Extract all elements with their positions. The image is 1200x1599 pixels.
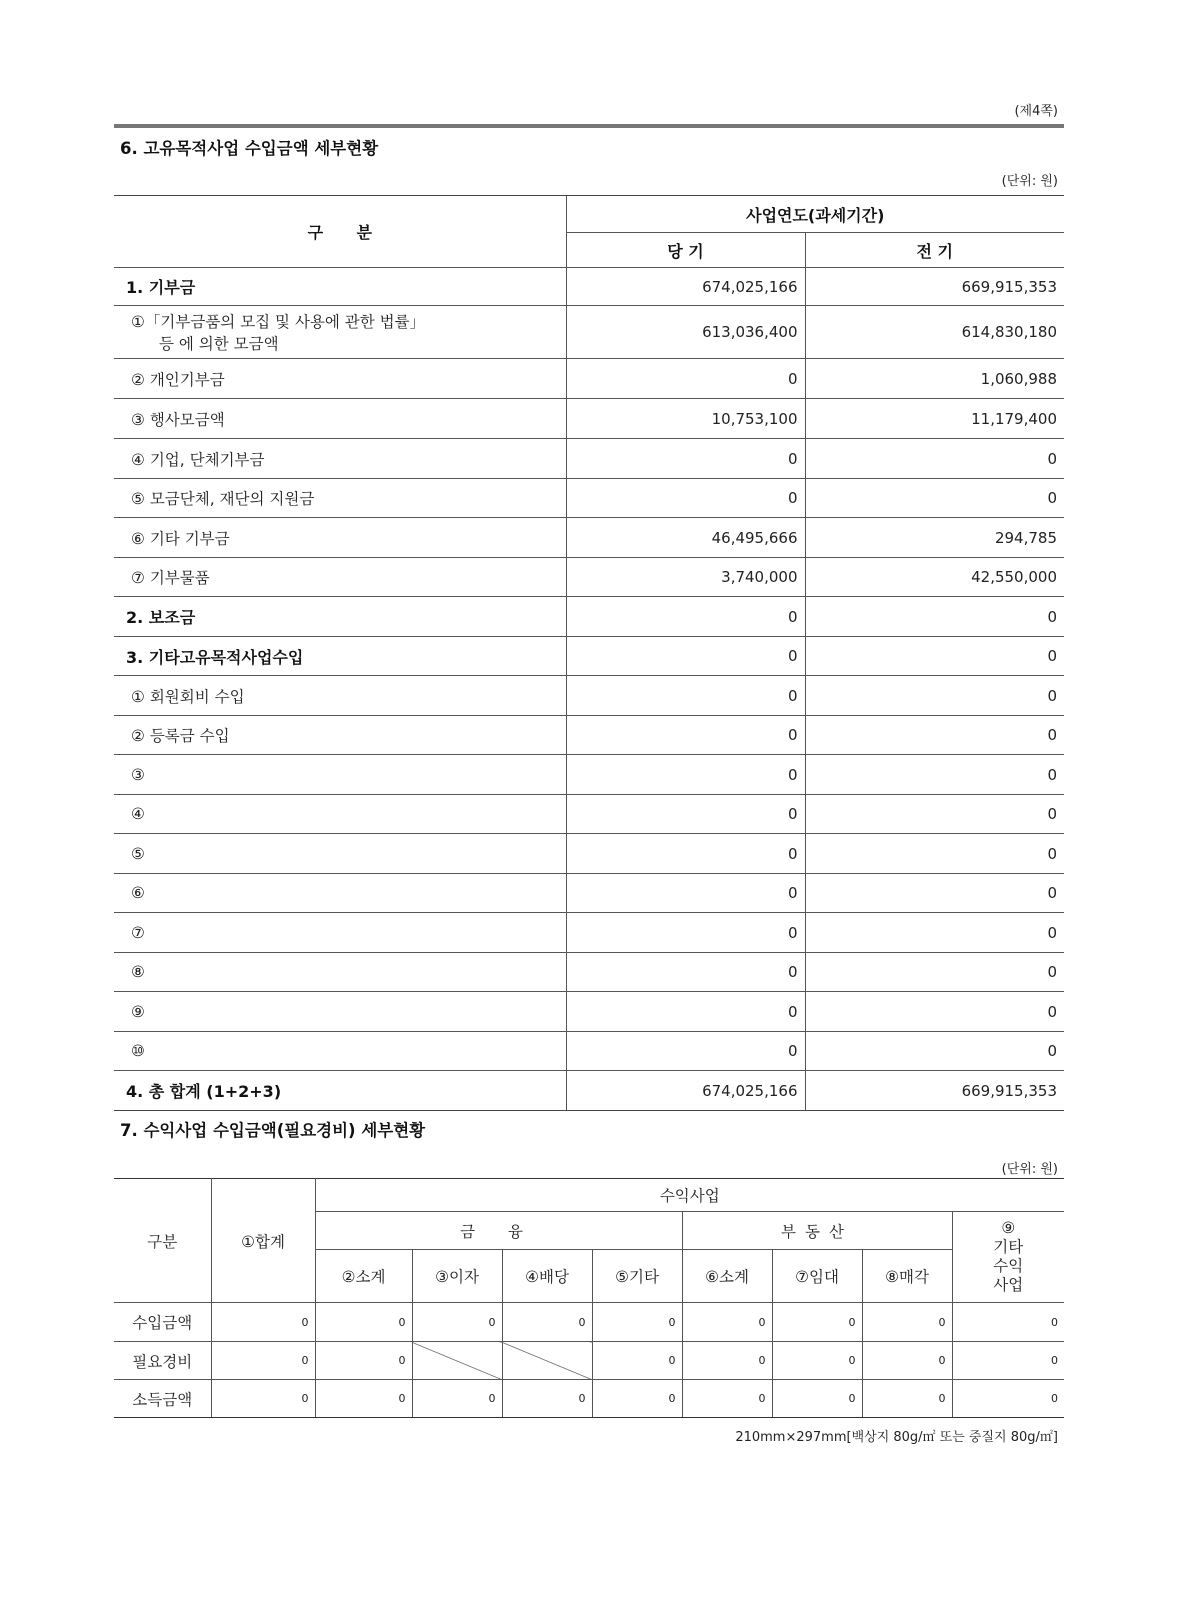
header-col: ⑥소계 [682, 1250, 772, 1303]
cell-value: 0 [862, 1303, 952, 1342]
row-label: 수입금액 [114, 1303, 211, 1342]
cell-value: 0 [862, 1342, 952, 1380]
current-value: 0 [566, 992, 805, 1032]
current-value: 46,495,666 [566, 518, 805, 558]
current-value: 0 [566, 676, 805, 716]
header-period: 사업연도(과세기간) [566, 196, 1064, 233]
header-category: 구분 [114, 1179, 211, 1303]
current-value: 674,025,166 [566, 268, 805, 306]
cell-value: 0 [412, 1303, 502, 1342]
table-row [114, 992, 1064, 1032]
current-value: 0 [566, 716, 805, 755]
table-row [114, 518, 1064, 558]
header-finance: 금 융 [315, 1212, 682, 1250]
row-label: ⑩ [114, 1032, 566, 1071]
table-row [114, 637, 1064, 676]
current-value: 0 [566, 874, 805, 913]
table-row [114, 268, 1064, 306]
header-total: ①합계 [211, 1179, 315, 1303]
current-value: 0 [566, 795, 805, 834]
cell-value: 0 [682, 1380, 772, 1418]
previous-value: 0 [805, 716, 1064, 755]
previous-value: 0 [805, 597, 1064, 637]
row-label: 1. 기부금 [114, 268, 566, 306]
previous-value: 0 [805, 439, 1064, 479]
previous-value: 0 [805, 992, 1064, 1032]
cell-value: 0 [952, 1380, 1064, 1418]
previous-value: 0 [805, 913, 1064, 953]
current-value: 0 [566, 597, 805, 637]
cell-value: 0 [592, 1380, 682, 1418]
header-col: ⑦임대 [772, 1250, 862, 1303]
previous-value: 0 [805, 479, 1064, 518]
table-row [114, 1071, 1064, 1111]
cell-value: 0 [315, 1380, 412, 1418]
cell-value: 0 [772, 1303, 862, 1342]
header-col: ③이자 [412, 1250, 502, 1303]
row-label: ④ 기업, 단체기부금 [114, 439, 566, 479]
row-label: ⑤ 모금단체, 재단의 지원금 [114, 479, 566, 518]
cell-value: 0 [592, 1303, 682, 1342]
previous-value: 669,915,353 [805, 1071, 1064, 1111]
cell-value: 0 [862, 1380, 952, 1418]
table-row [114, 913, 1064, 953]
section7-unit: (단위: 원) [1001, 1162, 1058, 1177]
previous-value: 614,830,180 [805, 306, 1064, 359]
table-row [114, 597, 1064, 637]
row-label: 3. 기타고유목적사업수입 [114, 637, 566, 676]
table-row [114, 676, 1064, 716]
cell-value: 0 [772, 1342, 862, 1380]
table-row [114, 306, 1064, 359]
current-value: 0 [566, 953, 805, 992]
row-label: 필요경비 [114, 1342, 211, 1380]
current-value: 0 [566, 637, 805, 676]
header-real-estate: 부동산 [682, 1212, 952, 1250]
cell-value: 0 [315, 1303, 412, 1342]
header-col: ⑤기타 [592, 1250, 682, 1303]
current-value: 0 [566, 359, 805, 399]
previous-value: 42,550,000 [805, 558, 1064, 597]
table-row [114, 399, 1064, 439]
cell-value: 0 [211, 1380, 315, 1418]
section7-table [114, 1178, 1064, 1418]
row-label-line1: ①「기부금품의 모집 및 사용에 관한 법률」 [131, 313, 426, 331]
previous-value: 0 [805, 755, 1064, 795]
cell-value: 0 [502, 1303, 592, 1342]
header-other-business [952, 1212, 1064, 1303]
table-row [114, 755, 1064, 795]
table-row [114, 439, 1064, 479]
previous-value: 669,915,353 [805, 268, 1064, 306]
row-label: ⑦ [114, 913, 566, 953]
table-row [114, 359, 1064, 399]
previous-value: 0 [805, 834, 1064, 874]
row-label: ⑧ [114, 953, 566, 992]
row-label: ⑥ [114, 874, 566, 913]
current-value: 0 [566, 913, 805, 953]
cell-value: 0 [592, 1342, 682, 1380]
table-row [114, 1342, 1064, 1380]
header-other-line3: 수익 [993, 1257, 1024, 1275]
previous-value: 0 [805, 1032, 1064, 1071]
table-row [114, 1032, 1064, 1071]
header-other-line1: ⑨ [1001, 1219, 1016, 1237]
cell-value: 0 [412, 1380, 502, 1418]
previous-value: 0 [805, 953, 1064, 992]
table-row [114, 795, 1064, 834]
section6-title: 6. 고유목적사업 수입금액 세부현황 [120, 139, 379, 158]
cell-value: 0 [502, 1380, 592, 1418]
header-col: ⑧매각 [862, 1250, 952, 1303]
table-row [114, 834, 1064, 874]
current-value: 0 [566, 834, 805, 874]
previous-value: 1,060,988 [805, 359, 1064, 399]
header-current: 당 기 [566, 233, 805, 268]
current-value: 0 [566, 755, 805, 795]
paper-spec-footer: 210mm×297mm[백상지 80g/㎡ 또는 중질지 80g/㎡] [735, 1430, 1058, 1445]
current-value: 10,753,100 [566, 399, 805, 439]
row-label [114, 306, 566, 359]
current-value: 3,740,000 [566, 558, 805, 597]
previous-value: 0 [805, 795, 1064, 834]
row-label-line2: 등 에 의한 모금액 [159, 335, 279, 353]
cell-value: 0 [952, 1303, 1064, 1342]
section6-unit: (단위: 원) [1001, 174, 1058, 189]
row-label: ② 등록금 수입 [114, 716, 566, 755]
row-label: ④ [114, 795, 566, 834]
row-label: 2. 보조금 [114, 597, 566, 637]
header-business: 수익사업 [315, 1179, 1064, 1212]
row-label: ⑥ 기타 기부금 [114, 518, 566, 558]
cell-value: 0 [682, 1342, 772, 1380]
cell-value: 0 [772, 1380, 862, 1418]
top-rule [114, 124, 1064, 128]
table-row [114, 479, 1064, 518]
row-label: 4. 총 합계 (1+2+3) [114, 1071, 566, 1111]
row-label: ② 개인기부금 [114, 359, 566, 399]
section6-table [114, 195, 1064, 1111]
row-label: ③ 행사모금액 [114, 399, 566, 439]
cell-value: 0 [952, 1342, 1064, 1380]
current-value: 674,025,166 [566, 1071, 805, 1111]
current-value: 613,036,400 [566, 306, 805, 359]
table-row [114, 1303, 1064, 1342]
current-value: 0 [566, 1032, 805, 1071]
header-other-line2: 기타 [993, 1238, 1024, 1256]
table-row [114, 953, 1064, 992]
cell-crossed-out [412, 1342, 502, 1380]
header-col: ④배당 [502, 1250, 592, 1303]
row-label: ⑤ [114, 834, 566, 874]
cell-value: 0 [315, 1342, 412, 1380]
table-row [114, 558, 1064, 597]
table-row [114, 716, 1064, 755]
current-value: 0 [566, 439, 805, 479]
row-label: ⑨ [114, 992, 566, 1032]
row-label: ③ [114, 755, 566, 795]
current-value: 0 [566, 479, 805, 518]
header-other-line4: 사업 [993, 1276, 1024, 1294]
previous-value: 11,179,400 [805, 399, 1064, 439]
table-row [114, 1380, 1064, 1418]
cell-crossed-out [502, 1342, 592, 1380]
previous-value: 0 [805, 637, 1064, 676]
previous-value: 0 [805, 676, 1064, 716]
page-number: (제4쪽) [1014, 104, 1058, 119]
row-label: ⑦ 기부물품 [114, 558, 566, 597]
header-previous: 전 기 [805, 233, 1064, 268]
table-row [114, 874, 1064, 913]
cell-value: 0 [211, 1303, 315, 1342]
previous-value: 294,785 [805, 518, 1064, 558]
header-category: 구 분 [114, 196, 566, 268]
section7-title: 7. 수익사업 수입금액(필요경비) 세부현황 [120, 1121, 426, 1140]
header-col: ②소계 [315, 1250, 412, 1303]
row-label: 소득금액 [114, 1380, 211, 1418]
previous-value: 0 [805, 874, 1064, 913]
cell-value: 0 [211, 1342, 315, 1380]
row-label: ① 회원회비 수입 [114, 676, 566, 716]
cell-value: 0 [682, 1303, 772, 1342]
